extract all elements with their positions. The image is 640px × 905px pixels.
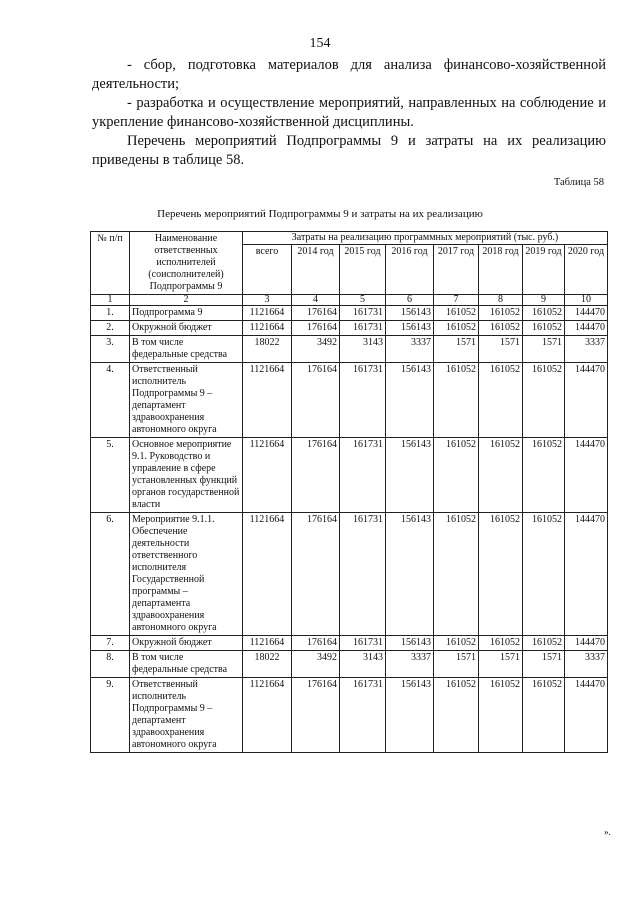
row-name: Ответственный исполнитель Подпрограммы 9 – департамент здравоохранения автономного округа xyxy=(130,678,243,753)
row-name: Окружной бюджет xyxy=(130,321,243,336)
header-cost-group: Затраты на реализацию программных мероприятий (тыс. руб.) xyxy=(243,232,608,245)
row-year-value: 161052 xyxy=(523,306,565,321)
row-year-value: 1571 xyxy=(479,336,523,363)
column-index: 6 xyxy=(386,295,434,306)
row-year-value: 161731 xyxy=(340,678,386,753)
row-year-value: 161052 xyxy=(434,306,479,321)
table-row xyxy=(91,513,608,636)
row-year-value: 161052 xyxy=(479,363,523,438)
row-number: 7. xyxy=(91,636,130,651)
column-index: 2 xyxy=(130,295,243,306)
row-year-value: 1571 xyxy=(434,336,479,363)
row-year-value: 176164 xyxy=(292,438,340,513)
row-year-value: 3337 xyxy=(565,336,608,363)
row-year-value: 144470 xyxy=(565,321,608,336)
header-year: 2014 год xyxy=(292,245,340,295)
table-row xyxy=(91,306,608,321)
row-year-value: 161052 xyxy=(523,438,565,513)
column-index-row xyxy=(91,295,608,306)
header-year: 2015 год xyxy=(340,245,386,295)
row-year-value: 144470 xyxy=(565,363,608,438)
row-total: 18022 xyxy=(243,651,292,678)
row-year-value: 161052 xyxy=(523,636,565,651)
row-year-value: 161052 xyxy=(523,363,565,438)
table-row xyxy=(91,336,608,363)
row-year-value: 144470 xyxy=(565,636,608,651)
row-year-value: 144470 xyxy=(565,678,608,753)
row-year-value: 176164 xyxy=(292,306,340,321)
row-total: 1121664 xyxy=(243,321,292,336)
row-year-value: 161052 xyxy=(523,321,565,336)
row-year-value: 156143 xyxy=(386,636,434,651)
table-title: Перечень мероприятий Подпрограммы 9 и затраты на их реализацию xyxy=(157,208,483,220)
row-year-value: 161052 xyxy=(479,636,523,651)
column-index: 1 xyxy=(91,295,130,306)
row-year-value: 156143 xyxy=(386,438,434,513)
row-total: 18022 xyxy=(243,336,292,363)
row-year-value: 1571 xyxy=(479,651,523,678)
header-year: 2016 год xyxy=(386,245,434,295)
header-name: Наименование ответственных исполнителей (соисполнителей) Подпрограммы 9 xyxy=(130,232,243,295)
header-year: 2017 год xyxy=(434,245,479,295)
row-year-value: 3143 xyxy=(340,651,386,678)
row-name: Окружной бюджет xyxy=(130,636,243,651)
paragraph: Перечень мероприятий Подпрограммы 9 и затраты на их реализацию приведены в таблице 58. xyxy=(92,133,606,168)
page-number: 154 xyxy=(309,36,331,51)
table-caption: Таблица 58 xyxy=(553,177,604,188)
row-year-value: 161052 xyxy=(479,678,523,753)
row-number: 4. xyxy=(91,363,130,438)
row-year-value: 3492 xyxy=(292,336,340,363)
row-year-value: 156143 xyxy=(386,306,434,321)
table-row xyxy=(91,438,608,513)
row-year-value: 161731 xyxy=(340,321,386,336)
row-year-value: 156143 xyxy=(386,321,434,336)
row-total: 1121664 xyxy=(243,363,292,438)
table-row xyxy=(91,363,608,438)
row-year-value: 156143 xyxy=(386,363,434,438)
row-year-value: 144470 xyxy=(565,438,608,513)
header-num: № п/п xyxy=(91,232,130,295)
header-year: 2020 год xyxy=(565,245,608,295)
body-text xyxy=(92,56,606,170)
row-year-value: 161052 xyxy=(434,438,479,513)
expenditure-table xyxy=(90,231,608,753)
row-number: 6. xyxy=(91,513,130,636)
column-index: 8 xyxy=(479,295,523,306)
row-year-value: 161052 xyxy=(523,513,565,636)
row-year-value: 144470 xyxy=(565,306,608,321)
row-year-value: 161731 xyxy=(340,438,386,513)
row-year-value: 3337 xyxy=(386,336,434,363)
column-index: 10 xyxy=(565,295,608,306)
row-number: 1. xyxy=(91,306,130,321)
row-total: 1121664 xyxy=(243,678,292,753)
row-year-value: 144470 xyxy=(565,513,608,636)
row-year-value: 161052 xyxy=(479,438,523,513)
column-index: 7 xyxy=(434,295,479,306)
row-name: Основное мероприятие 9.1. Руководство и управление в сфере установленных функций органов государственной власти xyxy=(130,438,243,513)
row-year-value: 176164 xyxy=(292,321,340,336)
row-total: 1121664 xyxy=(243,513,292,636)
row-year-value: 161731 xyxy=(340,636,386,651)
row-year-value: 161052 xyxy=(434,363,479,438)
closing-quote-mark: ». xyxy=(604,827,611,837)
row-name: В том числе федеральные средства xyxy=(130,336,243,363)
row-year-value: 161731 xyxy=(340,363,386,438)
row-total: 1121664 xyxy=(243,306,292,321)
row-number: 9. xyxy=(91,678,130,753)
row-name: В том числе федеральные средства xyxy=(130,651,243,678)
row-year-value: 1571 xyxy=(523,651,565,678)
row-total: 1121664 xyxy=(243,636,292,651)
row-year-value: 161052 xyxy=(434,513,479,636)
row-year-value: 3337 xyxy=(565,651,608,678)
row-name: Мероприятие 9.1.1. Обеспечение деятельности ответственного исполнителя Государственной программы – департамента здравоохранения автономного округа xyxy=(130,513,243,636)
row-year-value: 161731 xyxy=(340,306,386,321)
row-year-value: 161052 xyxy=(479,321,523,336)
row-year-value: 161052 xyxy=(523,678,565,753)
header-year: 2019 год xyxy=(523,245,565,295)
row-year-value: 176164 xyxy=(292,513,340,636)
column-index: 9 xyxy=(523,295,565,306)
header-year: 2018 год xyxy=(479,245,523,295)
row-year-value: 161731 xyxy=(340,513,386,636)
row-year-value: 3337 xyxy=(386,651,434,678)
row-name: Подпрограмма 9 xyxy=(130,306,243,321)
column-index: 5 xyxy=(340,295,386,306)
row-year-value: 1571 xyxy=(434,651,479,678)
row-year-value: 156143 xyxy=(386,513,434,636)
column-index: 3 xyxy=(243,295,292,306)
column-index: 4 xyxy=(292,295,340,306)
row-year-value: 161052 xyxy=(479,306,523,321)
row-year-value: 161052 xyxy=(479,513,523,636)
table-row xyxy=(91,321,608,336)
row-year-value: 161052 xyxy=(434,678,479,753)
row-year-value: 1571 xyxy=(523,336,565,363)
header-total: всего xyxy=(243,245,292,295)
row-number: 8. xyxy=(91,651,130,678)
row-year-value: 176164 xyxy=(292,636,340,651)
table-row xyxy=(91,636,608,651)
row-year-value: 3143 xyxy=(340,336,386,363)
row-name: Ответственный исполнитель Подпрограммы 9 – департамент здравоохранения автономного округа xyxy=(130,363,243,438)
row-number: 5. xyxy=(91,438,130,513)
row-year-value: 161052 xyxy=(434,636,479,651)
row-number: 3. xyxy=(91,336,130,363)
row-total: 1121664 xyxy=(243,438,292,513)
table-row xyxy=(91,651,608,678)
row-year-value: 176164 xyxy=(292,363,340,438)
paragraph: - разработка и осуществление мероприятий, направленных на соблюдение и укрепление финансово-хозяйственной дисциплины. xyxy=(92,95,606,130)
row-number: 2. xyxy=(91,321,130,336)
paragraph: - сбор, подготовка материалов для анализа финансово-хозяйственной деятельности; xyxy=(92,57,606,92)
table-row xyxy=(91,678,608,753)
row-year-value: 161052 xyxy=(434,321,479,336)
row-year-value: 3492 xyxy=(292,651,340,678)
row-year-value: 156143 xyxy=(386,678,434,753)
row-year-value: 176164 xyxy=(292,678,340,753)
